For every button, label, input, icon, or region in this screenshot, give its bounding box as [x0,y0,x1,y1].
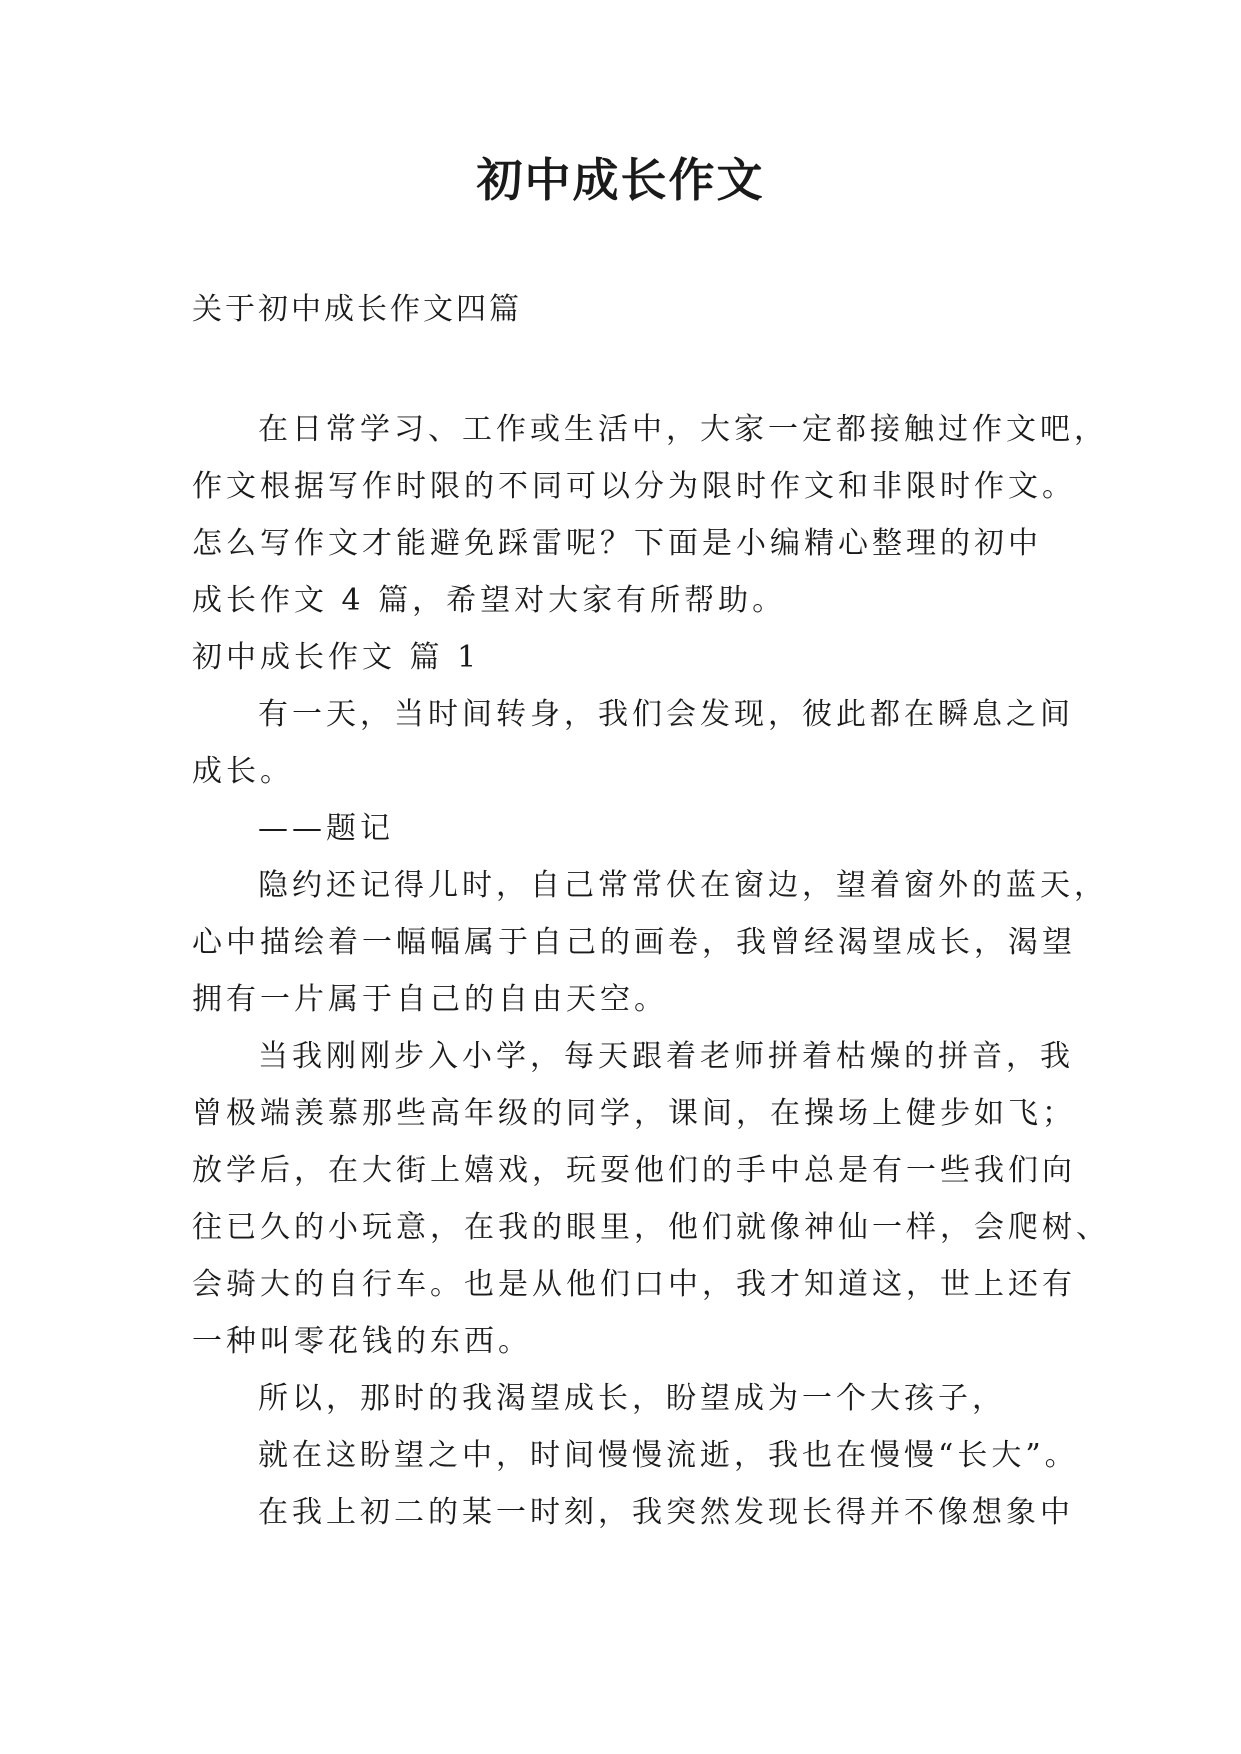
body-line: 所以，那时的我渴望成长，盼望成为一个大孩子， [258,1381,1006,1416]
document-title: 初中成长作文 [476,153,765,207]
body-line: 当我刚刚步入小学，每天跟着老师拼着枯燥的拼音，我 [258,1039,1074,1074]
body-line: 放学后，在大街上嬉戏，玩耍他们的手中总是有一些我们向 [192,1153,1076,1188]
epigraph-note: ——题记 [258,811,394,846]
body-line: 隐约还记得儿时，自己常常伏在窗边，望着窗外的蓝天， [258,868,1108,903]
body-line: 在日常学习、工作或生活中，大家一定都接触过作文吧， [258,412,1108,447]
body-line: 会骑大的自行车。也是从他们口中，我才知道这，世上还有 [192,1267,1076,1302]
section-heading: 初中成长作文 篇 1 [192,640,481,675]
body-line: 往已久的小玩意，在我的眼里，他们就像神仙一样，会爬树、 [192,1210,1110,1245]
body-line: 怎么写作文才能避免踩雷呢？下面是小编精心整理的初中 [192,526,1042,561]
body-line: 拥有一片属于自己的自由天空。 [192,982,668,1017]
body-line: 在我上初二的某一时刻，我突然发现长得并不像想象中 [258,1495,1074,1530]
body-line: 作文根据写作时限的不同可以分为限时作文和非限时作文。 [192,469,1076,504]
body-line: 有一天，当时间转身，我们会发现，彼此都在瞬息之间 [258,697,1074,732]
body-line: 曾极端羡慕那些高年级的同学，课间，在操场上健步如飞； [192,1096,1076,1131]
body-line: 心中描绘着一幅幅属于自己的画卷，我曾经渴望成长，渴望 [192,925,1076,960]
body-line: 成长作文 4 篇，希望对大家有所帮助。 [192,583,787,618]
body-line: 成长。 [192,754,294,789]
body-line: 一种叫零花钱的东西。 [192,1324,532,1359]
document-subtitle: 关于初中成长作文四篇 [192,292,522,327]
body-line: 就在这盼望之中，时间慢慢流逝，我也在慢慢“长大”。 [258,1438,1079,1473]
